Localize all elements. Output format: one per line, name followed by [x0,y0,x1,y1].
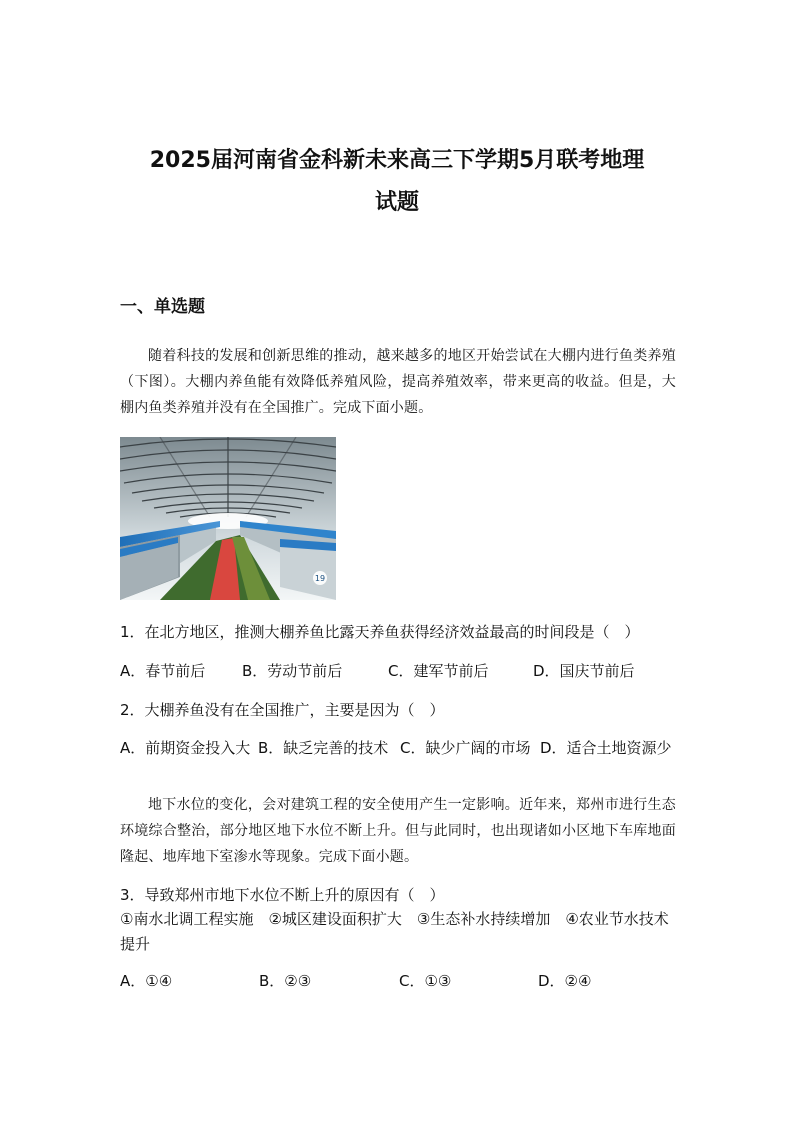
q1-option-b: B．劳动节前后 [242,662,343,680]
question-3-statements: ①南水北调工程实施 ②城区建设面积扩大 ③生态补水持续增加 ④农业节水技术提升 [120,910,669,953]
tank-number-label: 19 [314,574,326,583]
title-line-1: 2025届河南省金科新未来高三下学期5月联考地理 [149,148,645,173]
q2-option-b: B．缺乏完善的技术 [258,739,389,757]
q2-option-c: C．缺少广阔的市场 [400,739,531,757]
section-heading: 一、单选题 [120,297,205,317]
q3-option-d: D．②④ [538,972,592,990]
q2-option-a: A．前期资金投入大 [120,739,251,757]
document-title [90,140,704,224]
greenhouse-fish-farm-photo [120,437,336,600]
passage-2: 地下水位的变化，会对建筑工程的安全使用产生一定影响。近年来，郑州市进行生态环境综合整治，部分地区地下水位不断上升。但与此同时，也出现诸如小区地下车库地面隆起、地库地下室渗水等现象。完成下面小题。 [120,797,676,865]
q1-option-d: D．国庆节前后 [533,662,635,680]
q3-option-b: B．②③ [259,972,312,990]
q2-option-d: D．适合土地资源少 [540,739,672,757]
question-1-stem: 1．在北方地区，推测大棚养鱼比露天养鱼获得经济效益最高的时间段是（ ） [120,623,640,641]
passage-1: 随着科技的发展和创新思维的推动，越来越多的地区开始尝试在大棚内进行鱼类养殖（下图）。大棚内养鱼能有效降低养殖风险，提高养殖效率，带来更高的收益。但是，大棚内鱼类养殖并没有在全国推广。完成下面小题。 [120,348,676,416]
q3-option-c: C．①③ [399,972,452,990]
q3-option-a: A．①④ [120,972,173,990]
question-3-stem: 3．导致郑州市地下水位不断上升的原因有（ ） [120,886,445,904]
question-2-stem: 2．大棚养鱼没有在全国推广，主要是因为（ ） [120,701,445,719]
title-line-2: 试题 [374,190,419,215]
q1-option-c: C．建军节前后 [388,662,489,680]
q1-option-a: A．春节前后 [120,662,206,680]
